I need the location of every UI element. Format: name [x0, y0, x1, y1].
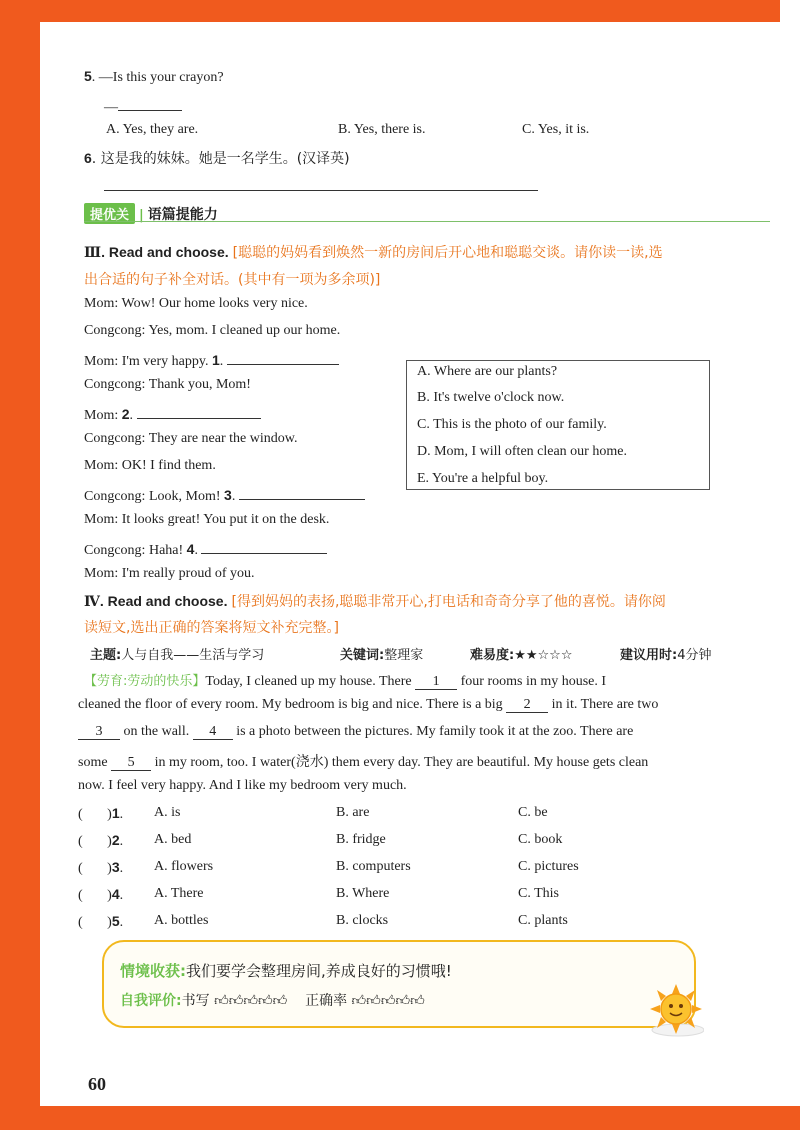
part4-meta: 主题:人与自我——生活与学习	[90, 648, 265, 663]
summary-box	[102, 940, 696, 1028]
passage-blank[interactable]: 1	[415, 675, 457, 690]
dialogue-line: Mom: I'm very happy. 1.	[84, 350, 339, 370]
summary-line-1: 情境收获:我们要学会整理房间,养成良好的习惯哦!	[120, 962, 452, 980]
dialogue-line: Mom: It looks great! You put it on the desk.	[84, 512, 330, 527]
answer-blank[interactable]	[239, 485, 365, 500]
q6-answer-line[interactable]	[104, 190, 538, 191]
passage-line-2: cleaned the floor of every room. My bedroom is big and nice. There is a big 2 in it. There are two	[78, 697, 659, 712]
answer-blank[interactable]	[201, 539, 327, 554]
thumbs-up-icon[interactable]: 👍︎	[228, 993, 244, 1009]
answer-bracket[interactable]: ( )	[78, 834, 112, 849]
page-frame-top	[0, 0, 800, 22]
choice-b[interactable]: B. are	[336, 805, 370, 820]
part4-heading: Ⅳ. Read and choose. [得到妈妈的表扬,聪聪非常开心,打电话和奇奇分享了他的喜悦。请你阅	[84, 593, 666, 610]
option-b[interactable]: B. It's twelve o'clock now.	[417, 390, 565, 405]
section-separator-icon: |	[139, 208, 144, 223]
passage-blank[interactable]: 5	[111, 756, 151, 771]
choice-row: ( )1. A. is B. are C. be	[78, 805, 548, 822]
section-title: 语篇提能力	[147, 207, 218, 223]
choice-row: ( )2. A. bed B. fridge C. book	[78, 832, 563, 849]
part3-instruction: [聪聪的妈妈看到焕然一新的房间后开心地和聪聪交谈。请你读一读,选	[232, 245, 663, 261]
options-box	[406, 360, 710, 490]
thumbs-up-icon[interactable]: 👍︎	[351, 993, 367, 1009]
passage-blank[interactable]: 2	[506, 698, 548, 713]
dialogue-line: Congcong: Yes, mom. I cleaned up our home.	[84, 323, 341, 338]
thumbs-up-icon[interactable]: 👍︎	[257, 993, 273, 1009]
answer-blank[interactable]	[137, 404, 261, 419]
choice-c[interactable]: C. be	[518, 805, 548, 820]
choice-a[interactable]: A. flowers	[154, 859, 214, 874]
answer-blank[interactable]	[227, 350, 339, 365]
q5-option-a[interactable]: A. Yes, they are.	[106, 122, 199, 137]
answer-bracket[interactable]: ( )	[78, 861, 112, 876]
part4-keyword: 关键词:整理家	[340, 648, 424, 663]
choice-a[interactable]: A. There	[154, 886, 204, 901]
dialogue-line: Congcong: Thank you, Mom!	[84, 377, 251, 392]
choice-c[interactable]: C. pictures	[518, 859, 579, 874]
passage-line-4: some 5 in my room, too. I water(浇水) them every day. They are beautiful. My house gets clean	[78, 755, 649, 770]
dialogue-line: Congcong: They are near the window.	[84, 431, 298, 446]
choice-row: ( )3. A. flowers B. computers C. pictures	[78, 859, 579, 876]
thumbs-up-icon[interactable]: 👍︎	[272, 993, 288, 1009]
page-frame-left	[0, 0, 40, 1130]
part4-instruction-cont: 读短文,选出正确的答案将短文补充完整。]	[84, 620, 339, 636]
question-6: 6. 这是我的妹妹。她是一名学生。(汉译英)	[84, 150, 350, 167]
dialogue-line: Mom: Wow! Our home looks very nice.	[84, 296, 308, 311]
choice-c[interactable]: C. This	[518, 886, 559, 901]
sun-icon	[648, 982, 704, 1038]
page-frame-bottom	[0, 1106, 800, 1130]
section-badge: 提优关	[84, 203, 135, 224]
part4-difficulty: 难易度:★★☆☆☆	[470, 648, 573, 663]
thumbs-up-icon[interactable]: 👍︎	[380, 993, 396, 1009]
answer-blank[interactable]	[118, 96, 182, 111]
worksheet-page	[40, 22, 780, 1106]
dialogue-line: Congcong: Look, Mom! 3.	[84, 485, 365, 505]
choice-a[interactable]: A. bed	[154, 832, 192, 847]
choice-b[interactable]: B. fridge	[336, 832, 386, 847]
thumbs-up-icon[interactable]: 👍︎	[410, 993, 425, 1009]
choice-b[interactable]: B. computers	[336, 859, 411, 874]
choice-row: ( )5. A. bottles B. clocks C. plants	[78, 913, 568, 930]
part4-instruction: [得到妈妈的表扬,聪聪非常开心,打电话和奇奇分享了他的喜悦。请你阅	[231, 594, 666, 610]
q5-option-c[interactable]: C. Yes, it is.	[522, 122, 590, 137]
choice-b[interactable]: B. Where	[336, 886, 390, 901]
thumbs-up-icon[interactable]: 👍︎	[214, 993, 229, 1009]
passage-line-3: 3 on the wall. 4 is a photo between the pictures. My family took it at the zoo. There are	[78, 724, 633, 740]
choice-a[interactable]: A. is	[154, 805, 181, 820]
answer-bracket[interactable]: ( )	[78, 915, 112, 930]
dialogue-line: Congcong: Haha! 4.	[84, 539, 327, 559]
section-rule	[84, 221, 770, 222]
option-a[interactable]: A. Where are our plants?	[417, 364, 558, 379]
thumbs-up-icon[interactable]: 👍︎	[366, 993, 381, 1009]
answer-bracket[interactable]: ( )	[78, 807, 112, 822]
part3-instruction-cont: 出合适的句子补全对话。(其中有一项为多余项)]	[84, 272, 381, 288]
passage-tag: 【劳育:劳动的快乐】	[84, 674, 206, 689]
dialogue-line: Mom: OK! I find them.	[84, 458, 216, 473]
page-frame-right	[780, 0, 800, 1130]
thumbs-up-icon[interactable]: 👍︎	[243, 993, 258, 1009]
choice-row: ( )4. A. There B. Where C. This	[78, 886, 559, 903]
option-c[interactable]: C. This is the photo of our family.	[417, 417, 607, 432]
choice-c[interactable]: C. book	[518, 832, 563, 847]
passage-blank[interactable]: 3	[78, 725, 120, 740]
question-5: 5. —Is this your crayon?	[84, 68, 224, 85]
question-5-answer-line: —	[104, 96, 182, 116]
option-d[interactable]: D. Mom, I will often clean our home.	[417, 444, 627, 459]
summary-line-2: 自我评价:书写 👍︎👍︎👍︎👍︎👍︎ 正确率 👍︎👍︎👍︎👍︎👍︎	[120, 993, 425, 1009]
passage-blank[interactable]: 4	[193, 725, 233, 740]
q5-option-b[interactable]: B. Yes, there is.	[338, 122, 426, 137]
thumbs-up-icon[interactable]: 👍︎	[395, 993, 411, 1009]
choice-b[interactable]: B. clocks	[336, 913, 389, 928]
part3-heading: Ⅲ. Read and choose. [聪聪的妈妈看到焕然一新的房间后开心地和聪聪交谈。请你读一读,选	[84, 244, 663, 261]
answer-bracket[interactable]: ( )	[78, 888, 112, 903]
passage-line-1: 【劳育:劳动的快乐】Today, I cleaned up my house. There 1 four rooms in my house. I	[84, 674, 607, 689]
dialogue-line: Mom: 2.	[84, 404, 261, 424]
choice-a[interactable]: A. bottles	[154, 913, 209, 928]
dialogue-line: Mom: I'm really proud of you.	[84, 566, 255, 581]
part4-time: 建议用时:4分钟	[620, 648, 712, 663]
passage-line-5: now. I feel very happy. And I like my bedroom very much.	[78, 778, 407, 793]
option-e[interactable]: E. You're a helpful boy.	[417, 471, 549, 486]
difficulty-stars: ★★☆☆☆	[514, 648, 573, 663]
choice-c[interactable]: C. plants	[518, 913, 568, 928]
page-number: 60	[88, 1074, 106, 1094]
